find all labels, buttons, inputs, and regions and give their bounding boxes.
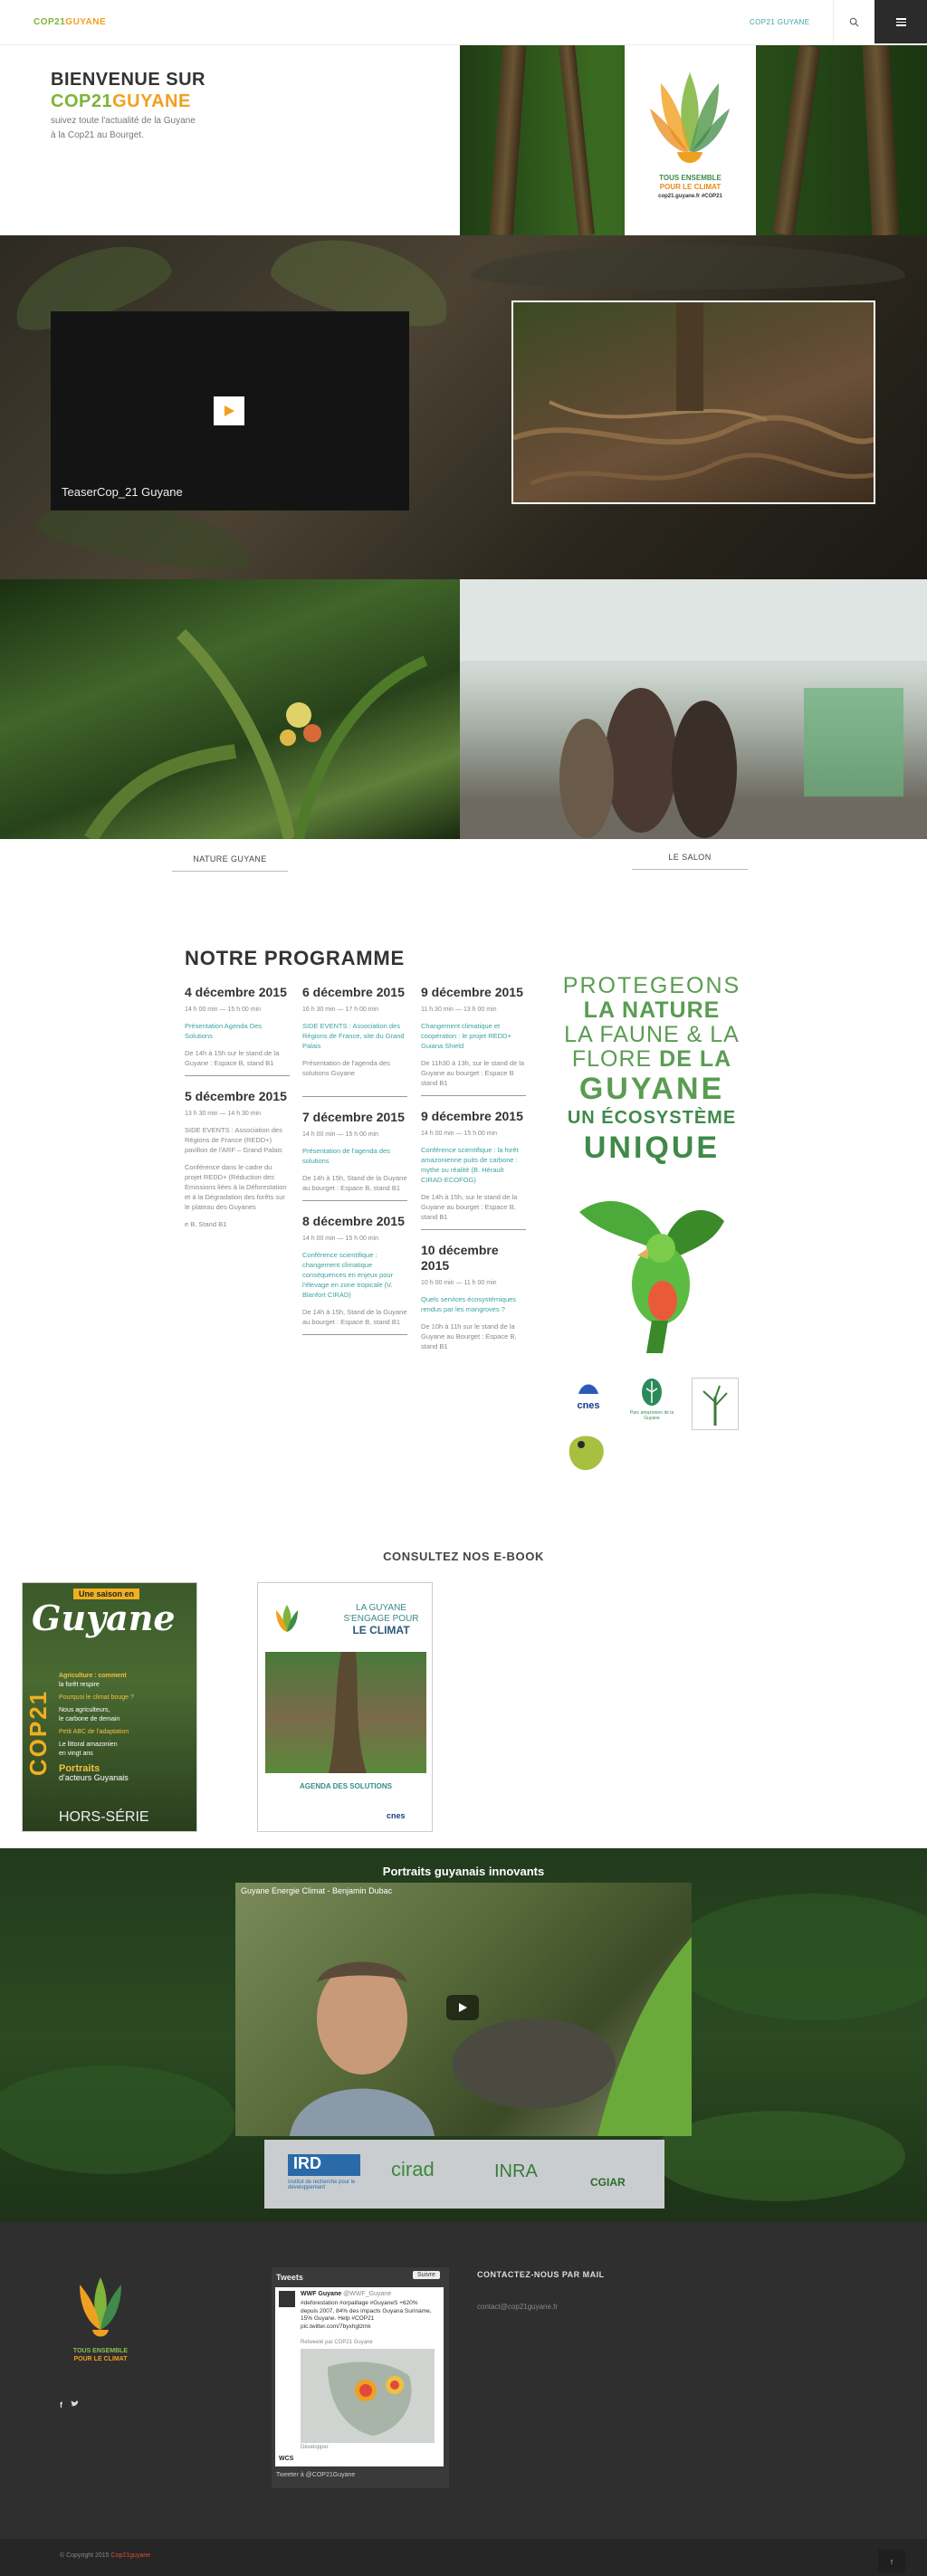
play-icon	[457, 2002, 468, 2013]
forest-roots-image[interactable]	[511, 301, 875, 504]
logo-card-line1: TOUS ENSEMBLE	[659, 174, 722, 182]
poster-line: LA FAUNE & LA	[564, 1022, 740, 1047]
menu-icon	[896, 18, 906, 26]
ebook-une-saison-en-guyane[interactable]	[22, 1582, 197, 1832]
video-title[interactable]: TeaserCop_21 Guyane	[62, 485, 183, 499]
day-description: De 14h à 15h sur le stand de la Guyane : Espace B, stand B1	[185, 1049, 280, 1067]
salon-illustration	[460, 579, 927, 839]
site-header	[0, 0, 927, 45]
poster-line: LA NATURE	[583, 997, 721, 1023]
gallery-nature-image[interactable]	[0, 579, 460, 839]
scroll-to-top-button[interactable]: ↑	[878, 2550, 905, 2573]
divider	[421, 1229, 526, 1230]
divider	[302, 1334, 407, 1335]
contact-email-link[interactable]: contact@cop21guyane.fr	[477, 2303, 559, 2311]
tweet-expand-link[interactable]: Développer	[301, 2445, 329, 2450]
tweet-map-illustration	[301, 2349, 435, 2443]
nav-link-cop21guyane[interactable]: COP21 GUYANE	[750, 18, 810, 26]
programme-day	[302, 1110, 407, 1201]
poster-line: UNIQUE	[583, 1131, 721, 1165]
ebook1-headline: la forêt respire	[59, 1682, 100, 1688]
ebook2-logo	[271, 1601, 303, 1637]
copyright-brand-link[interactable]: Cop21guyane	[110, 2552, 151, 2559]
day-description: De 14h à 15h, sur le stand de la Guyane au bourget : Espace B, stand B1	[421, 1193, 518, 1221]
day-date: 7 décembre 2015	[302, 1110, 405, 1124]
day-event-link[interactable]: SIDE EVENTS : Association des Régions de France, site du Grand Palais	[302, 1022, 405, 1050]
day-date: 9 décembre 2015	[421, 1109, 523, 1123]
day-date: 5 décembre 2015	[185, 1089, 287, 1103]
hero-title	[51, 69, 205, 112]
ebook1-title: Guyane	[32, 1598, 176, 1638]
day-time: 11 h 30 min — 13 h 00 min	[421, 1007, 497, 1013]
facebook-icon[interactable]: f	[60, 2400, 62, 2409]
twitter-follow-button[interactable]: Suivre	[413, 2271, 440, 2279]
search-button[interactable]	[833, 0, 874, 43]
day-event-link[interactable]: Quels services écosystémiques rendus par les mangroves ?	[421, 1295, 517, 1313]
partner-logo-frog	[563, 1428, 610, 1475]
programme-column-2	[302, 985, 407, 1348]
twitter-icon[interactable]	[71, 2400, 79, 2408]
parrot-illustration	[561, 1176, 742, 1357]
day-event-link[interactable]: Présentation Agenda Des Solutions	[185, 1022, 263, 1040]
video-play-button[interactable]	[214, 396, 244, 425]
programme-day	[302, 1214, 407, 1335]
day-description: De 10h à 11h sur le stand de la Guyane au Bourget : Espace B, stand B1	[421, 1322, 517, 1350]
day-time: 14 h 00 min — 15 h 00 min	[185, 1007, 262, 1013]
ebook2-title-line: LE CLIMAT	[352, 1624, 410, 1636]
ebook1-footer: HORS-SÉRIE	[59, 1809, 149, 1825]
ebook1-headline: en vingt ans	[59, 1751, 93, 1757]
day-description: De 14h à 15h, Stand de la Guyane au bourget : Espace B, stand B1	[302, 1174, 407, 1192]
cop21-logo-card	[625, 45, 756, 235]
divider	[302, 1200, 407, 1201]
footer-leaf-logo	[60, 2272, 141, 2342]
logo-part-2: GUYANE	[65, 17, 107, 27]
day-time: 13 h 30 min — 14 h 30 min	[185, 1111, 262, 1117]
site-logo[interactable]	[33, 17, 106, 27]
programme-day	[185, 1089, 290, 1229]
teaser-video-player[interactable]	[51, 311, 409, 510]
footer-social-links	[60, 2400, 79, 2409]
footer-logo-line1: TOUS ENSEMBLE	[72, 2348, 129, 2354]
ebook2-footer: AGENDA DES SOLUTIONS	[300, 1782, 392, 1790]
day-description: Conférence dans le cadre du projet REDD+ (Réduction des Emissions liées à la Déforestation et à la Dégradation des forêts sur le plateau des Guyanes	[185, 1163, 287, 1211]
ebook2-cnes-logo: cnes	[387, 1811, 406, 1820]
tweet-timeline	[275, 2287, 444, 2466]
programme-title: NOTRE PROGRAMME	[185, 947, 405, 969]
hero-title-part1: COP21	[51, 91, 113, 111]
gallery-salon-label[interactable]: LE SALON	[632, 853, 748, 870]
ebook-section-title: CONSULTEZ NOS E-BOOK	[383, 1550, 544, 1563]
parc-amazonien-text: Parc amazonien de la Guyane	[629, 1410, 674, 1421]
portraits-title: Portraits guyanais innovants	[382, 1865, 545, 1878]
poster-line: FLORE	[571, 1046, 653, 1072]
day-description: Présentation de l'agenda des solutions Guyane	[302, 1059, 390, 1077]
programme-day	[302, 985, 407, 1097]
day-event-link[interactable]: Présentation de l'agenda des solutions	[302, 1147, 390, 1165]
ebook1-headlines	[59, 1672, 193, 1782]
programme-day	[421, 1243, 526, 1351]
ebook2-title-line: LA GUYANE	[356, 1603, 406, 1613]
tweet-map-image[interactable]	[301, 2349, 435, 2443]
portrait-video-player[interactable]	[235, 1883, 692, 2136]
ebook2-title-line: S'ENGAGE POUR	[343, 1614, 419, 1624]
cnes-logo-text: cnes	[577, 1400, 600, 1411]
ird-logo[interactable]: IRD	[288, 2154, 360, 2176]
parc-amazonien-logo	[626, 1378, 677, 1421]
twitter-widget[interactable]	[272, 2267, 449, 2488]
ebook2-cover-image	[265, 1652, 426, 1773]
cop21-leaf-logo	[625, 45, 756, 190]
ebook-la-guyane-s-engage[interactable]	[257, 1582, 433, 1832]
programme-day	[421, 1109, 526, 1230]
poster-line: PROTEGEONS	[562, 973, 741, 998]
gallery-salon-image[interactable]	[460, 579, 927, 839]
ebook2-title	[334, 1603, 428, 1636]
footer-logo	[60, 2272, 141, 2362]
day-date: 4 décembre 2015	[185, 985, 287, 999]
bromeliad-illustration	[0, 579, 460, 839]
ebook1-headline: Pourquoi le climat bouge ?	[59, 1694, 134, 1701]
ebook1-headline: Petit ABC de l'adaptation	[59, 1729, 129, 1735]
ebook1-side-text: COP21	[24, 1689, 53, 1777]
tweets-title: Tweets	[276, 2273, 303, 2282]
logo-card-line2: POUR LE CLIMAT	[659, 183, 722, 191]
day-description: De 14h à 15h, Stand de la Guyane au bourget : Espace B, stand B1	[302, 1308, 407, 1326]
copyright	[60, 2552, 150, 2559]
day-date: 8 décembre 2015	[302, 1214, 405, 1228]
partners-bar	[264, 2140, 664, 2209]
day-date: 6 décembre 2015	[302, 985, 405, 999]
day-event-link[interactable]: Conférence scientifique : changement climatique conséquences en enjeux pour l'élevage en zone tropicale (V. Blanfort CIRAD)	[302, 1251, 394, 1299]
programme-column-1	[185, 985, 290, 1238]
ebook1-headline: d'acteurs Guyanais	[59, 1773, 129, 1782]
copyright-prefix: © Copyright 2015	[60, 2552, 110, 2559]
programme-day	[185, 985, 290, 1076]
poster-line: DE LA	[659, 1046, 732, 1072]
day-description: SIDE EVENTS : Association des Régions de France (REDD+) pavillon de l'ARF – Grand Palais	[185, 1126, 282, 1154]
nature-poster	[561, 974, 742, 1481]
day-date: 10 décembre 2015	[421, 1243, 499, 1273]
frog-logo-mark	[563, 1428, 610, 1475]
tree-logo-mark	[693, 1379, 738, 1429]
cgiar-logo[interactable]: CGIAR	[590, 2176, 626, 2189]
ird-subtitle: Institut de recherche pour le développement	[288, 2180, 356, 2190]
day-date: 9 décembre 2015	[421, 985, 523, 999]
search-icon	[849, 17, 859, 27]
hero-title-part2: GUYANE	[112, 91, 191, 111]
day-time: 10 h 00 min — 11 h 00 min	[421, 1280, 497, 1286]
tweet-compose-link[interactable]: Tweeter à @COP21Guyane	[276, 2472, 356, 2478]
ebook1-headline: Agriculture : comment	[59, 1673, 127, 1679]
divider	[421, 1095, 526, 1096]
tweet-retweet-info: Retweeté par COP21 Guyane	[301, 2340, 373, 2345]
poster-line: GUYANE	[578, 1072, 725, 1106]
gallery-nature-label[interactable]: NATURE GUYANE	[172, 854, 288, 872]
ebook2-tree-illustration	[265, 1652, 426, 1773]
day-description: e B, Stand B1	[185, 1220, 227, 1228]
programme-day	[421, 985, 526, 1096]
play-icon	[223, 405, 235, 417]
divider	[302, 1096, 407, 1097]
tweet-author[interactable]: WWF Guyane	[301, 2291, 342, 2297]
inra-logo[interactable]: INRA	[494, 2161, 538, 2181]
cnes-logo-mark	[575, 1378, 602, 1398]
programme-column-3	[421, 985, 526, 1360]
logo-part-1: COP21	[33, 17, 66, 27]
ebook1-headline: le carbone de demain	[59, 1716, 120, 1722]
tweet2-author[interactable]: WCS	[279, 2456, 294, 2462]
day-event-link[interactable]: Changement climatique et coopération : le projet REDD+ Guiana Shield	[421, 1022, 511, 1050]
ebook1-headline: Le littoral amazonien	[59, 1741, 118, 1748]
tweet-handle[interactable]: @WWF_Guyane	[343, 2291, 392, 2297]
roots-illustration	[513, 302, 875, 504]
logo-card-line3: cop21.guyane.fr #COP21	[658, 194, 722, 199]
poster-line: UN ÉCOSYSTÈME	[567, 1108, 737, 1128]
contact-title: CONTACTEZ-NOUS PAR MAIL	[477, 2270, 605, 2279]
hero-subtitle	[51, 114, 232, 143]
ebook1-headline: Portraits	[59, 1763, 100, 1774]
footer-logo-line2: POUR LE CLIMAT	[73, 2356, 128, 2362]
day-description: De 11h30 à 13h, sur le stand de la Guyane au bourget : Espace B stand B1	[421, 1059, 525, 1087]
parc-amazonien-mark	[638, 1378, 665, 1408]
day-time: 16 h 30 min — 17 h 00 min	[302, 1007, 379, 1013]
day-event-link[interactable]: Conférence scientifique : la forêt amazonienne puits de carbone : mythe ou réalité (B. Hérault CIRAD-ECOFOG)	[421, 1146, 519, 1184]
day-time: 14 h 00 min — 15 h 00 min	[302, 1131, 379, 1138]
partner-logo-tree	[692, 1378, 739, 1430]
tweet-text: #deforestation #orpaillage #GuyaneS +620% depuis 2007, 84% des impacts Guyana Suriname, 15% Guyane. Help #COP21 pic.twitter.com/7byxhgtzmk	[301, 2300, 432, 2330]
divider	[185, 1075, 290, 1076]
day-time: 14 h 00 min — 15 h 00 min	[421, 1131, 498, 1137]
tweet-avatar	[279, 2291, 295, 2307]
ebook1-banner: Une saison en	[73, 1589, 139, 1599]
hero-subtitle-line1: suivez toute l'actualité de la Guyane	[51, 116, 196, 126]
hero-subtitle-line2: à la Cop21 au Bourget.	[51, 130, 144, 140]
cnes-logo	[561, 1378, 616, 1411]
day-time: 14 h 00 min — 15 h 00 min	[302, 1236, 379, 1242]
poster-partner-logos	[561, 1378, 742, 1477]
hero-title-line1: BIENVENUE SUR	[51, 70, 205, 90]
portrait-play-button[interactable]	[446, 1995, 479, 2020]
cirad-logo[interactable]: cirad	[391, 2158, 435, 2180]
menu-button[interactable]	[874, 0, 927, 43]
portrait-video-title[interactable]: Guyane Energie Climat - Benjamin Dubac	[241, 1886, 393, 1895]
ebook1-headline: Nous agriculteurs,	[59, 1707, 110, 1713]
